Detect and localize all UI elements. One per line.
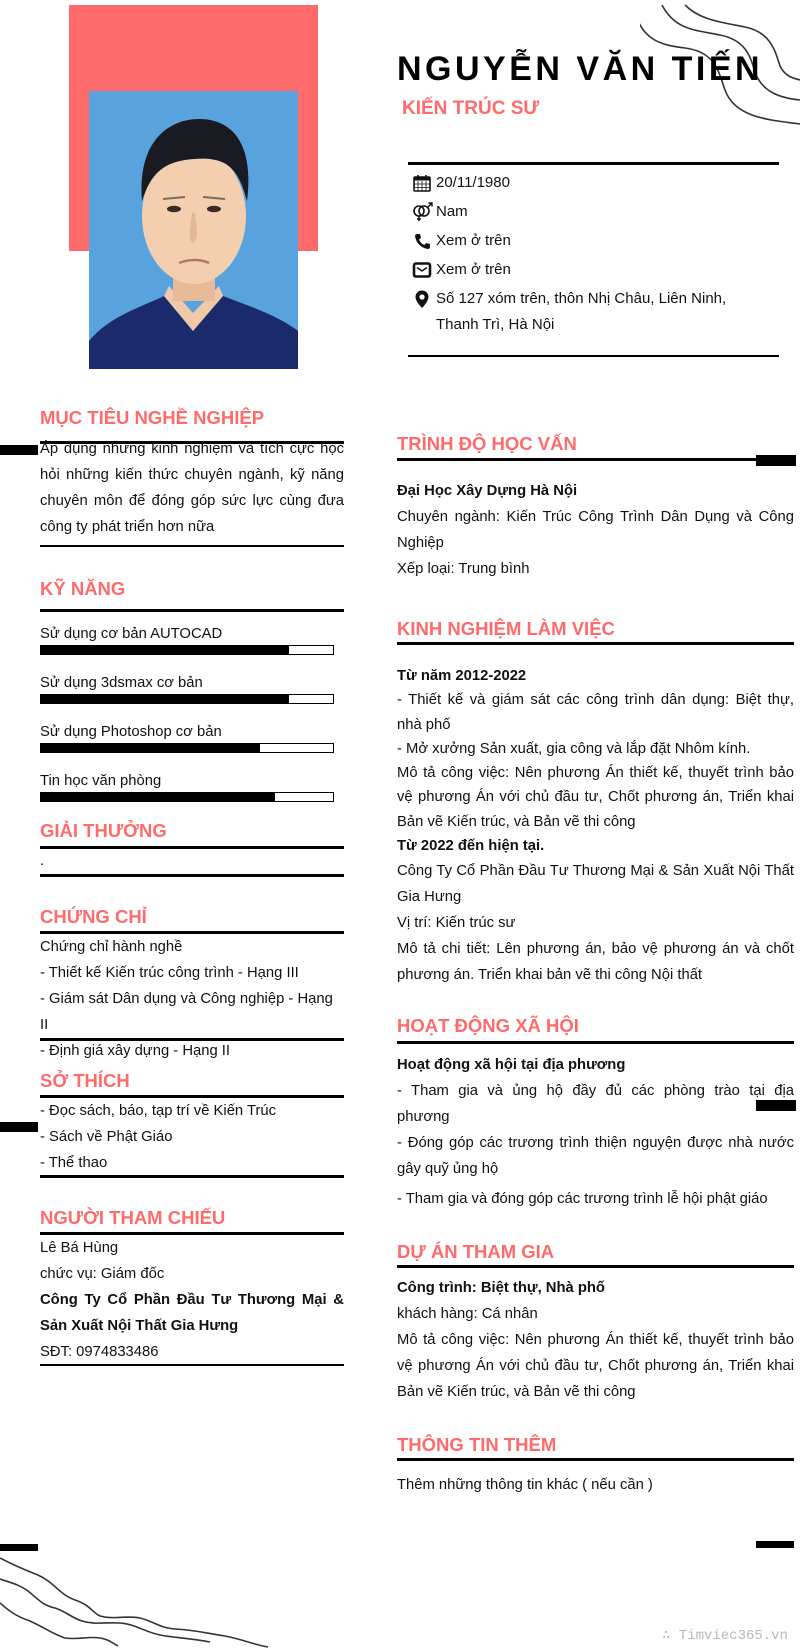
divider bbox=[40, 1175, 344, 1178]
birthdate-value: 20/11/1980 bbox=[436, 174, 510, 191]
section-title-experience: KINH NGHIỆM LÀM VIỆC bbox=[397, 618, 615, 639]
divider bbox=[40, 1038, 344, 1041]
section-title-awards: GIẢI THƯỞNG bbox=[40, 820, 167, 841]
job-title: KIẾN TRÚC SƯ bbox=[402, 98, 540, 119]
education-details: Đại Học Xây Dựng Hà Nội Chuyên ngành: Kiến Trúc Công Trình Dân Dụng và Công Nghiệp Xếp loại: Trung bình bbox=[397, 483, 794, 577]
gender-icon bbox=[412, 199, 436, 225]
divider bbox=[40, 874, 344, 877]
section-title-projects: DỰ ÁN THAM GIA bbox=[397, 1241, 555, 1262]
skill-item: Tin học văn phòng bbox=[40, 773, 334, 802]
divider bbox=[397, 1041, 794, 1044]
section-title-additional-info: THÔNG TIN THÊM bbox=[397, 1434, 557, 1455]
skill-progress-bar bbox=[40, 694, 334, 704]
address-line-1: Số 127 xóm trên, thôn Nhị Châu, Liên Ninh, bbox=[436, 290, 727, 307]
activities-details: Hoạt động xã hội tại địa phương - Tham gia và ủng hộ đầy đủ các phòng trào tại địa phương - Đóng góp các trương trình thiện nguyện được nhà nước gây quỹ ủng hộ - Tham gia và đóng góp các trương trình lễ hội phật giáo bbox=[397, 1057, 794, 1207]
section-title-hobbies: SỞ THÍCH bbox=[40, 1070, 130, 1091]
skill-progress-bar bbox=[40, 645, 334, 655]
section-title-education: TRÌNH ĐỘ HỌC VẤN bbox=[397, 433, 577, 454]
divider bbox=[40, 545, 344, 547]
phone-value: Xem ở trên bbox=[436, 232, 511, 249]
additional-info-content: Thêm những thông tin khác ( nếu cần ) bbox=[397, 1477, 653, 1493]
contact-address bbox=[412, 286, 726, 338]
divider bbox=[397, 642, 794, 645]
profile-photo bbox=[89, 91, 298, 369]
skill-item: Sử dụng 3dsmax cơ bản bbox=[40, 675, 334, 704]
job-period: Từ 2022 đến hiện tại. bbox=[397, 838, 545, 855]
reference-details: Lê Bá Hùng chức vụ: Giám đốc Công Ty Cổ Phần Đầu Tư Thương Mại & Sản Xuất Nội Thất Gia Hưng SĐT: 0974833486 bbox=[40, 1240, 344, 1360]
contact-birthdate bbox=[412, 170, 510, 196]
skill-item: Sử dụng Photoshop cơ bản bbox=[40, 724, 334, 753]
section-title-objective: MỤC TIÊU NGHỀ NGHIỆP bbox=[40, 407, 265, 428]
accent-dash bbox=[756, 455, 796, 466]
watermark: ∴ Timviec365.vn bbox=[661, 1628, 788, 1644]
hobbies-list: - Đọc sách, báo, tạp trí về Kiến Trúc - Sách về Phật Giáo - Thể thao bbox=[40, 1103, 277, 1171]
skill-progress-bar bbox=[40, 792, 334, 802]
section-title-certificates: CHỨNG CHỈ bbox=[40, 906, 147, 927]
location-icon bbox=[412, 286, 436, 312]
divider bbox=[408, 355, 779, 357]
candidate-name: NGUYỄN VĂN TIẾN bbox=[397, 50, 764, 88]
calendar-icon bbox=[412, 170, 436, 196]
objective-text: Áp dụng những kinh nghiệm và tích cực học hỏi những kiến thức chuyên ngành, kỹ năng chuyên môn để đóng góp sức lực cùng đưa công ty phát triển hơn nữa bbox=[40, 441, 344, 535]
accent-dash bbox=[0, 1122, 38, 1132]
divider bbox=[40, 1364, 344, 1366]
email-icon bbox=[412, 257, 436, 283]
divider bbox=[397, 1265, 794, 1268]
section-title-skills: KỸ NĂNG bbox=[40, 578, 126, 599]
contact-phone bbox=[412, 228, 511, 254]
divider bbox=[40, 609, 344, 612]
divider bbox=[408, 162, 779, 165]
certificates-list: Chứng chỉ hành nghề - Thiết kế Kiến trúc công trình - Hạng III - Giám sát Dân dụng và Công nghiệp - Hạng II - Định giá xây dựng - Hạng II bbox=[40, 939, 333, 1059]
section-title-references: NGƯỜI THAM CHIẾU bbox=[40, 1207, 226, 1228]
accent-dash bbox=[0, 445, 38, 455]
divider bbox=[397, 458, 794, 461]
awards-content: . bbox=[40, 853, 45, 869]
decorative-waves-bottom bbox=[0, 1550, 270, 1649]
address-line-2: Thanh Trì, Hà Nội bbox=[436, 316, 555, 333]
divider bbox=[397, 1458, 794, 1461]
contact-email bbox=[412, 257, 511, 283]
phone-icon bbox=[412, 228, 436, 254]
gender-value: Nam bbox=[436, 203, 468, 220]
contact-gender bbox=[412, 199, 468, 225]
job-period: Từ năm 2012-2022 bbox=[397, 668, 527, 684]
experience-details: Từ năm 2012-2022 - Thiết kế và giám sát các công trình dân dụng: Biệt thự, nhà phố - Mở xưởng Sản xuất, gia công và lắp đặt Nhôm kính. Mô tả công việc: Nên phương Án thiết kế, thuyết trình bảo vệ phương Án với chủ đầu tư, Chốt phương án, Triển khai Bản vẽ Kiến trúc, và Bản vẽ thi công Từ 2022 đến hiện tại. Công Ty Cổ Phần Đầu Tư Thương Mại & Sản Xuất Nội Thất Gia Hưng Vị trí: Kiến trúc sư Mô tả chi tiết: Lên phương án, bảo vệ phương án và chốt phương án. Triển khai bản vẽ thi công Nội thất bbox=[397, 664, 794, 988]
divider bbox=[40, 846, 344, 849]
section-title-social-activities: HOẠT ĐỘNG XÃ HỘI bbox=[397, 1015, 579, 1036]
skill-progress-bar bbox=[40, 743, 334, 753]
email-value: Xem ở trên bbox=[436, 261, 511, 278]
accent-dash bbox=[756, 1541, 794, 1548]
projects-details: Công trình: Biệt thự, Nhà phố khách hàng: Cá nhân Mô tả công việc: Nên phương Án thiết kế, thuyết trình bảo vệ phương Án với chủ đầu tư, Chốt phương án, Triển khai Bản vẽ Kiến trúc, và Bản vẽ thi công bbox=[397, 1280, 794, 1400]
skill-item: Sử dụng cơ bản AUTOCAD bbox=[40, 626, 334, 655]
